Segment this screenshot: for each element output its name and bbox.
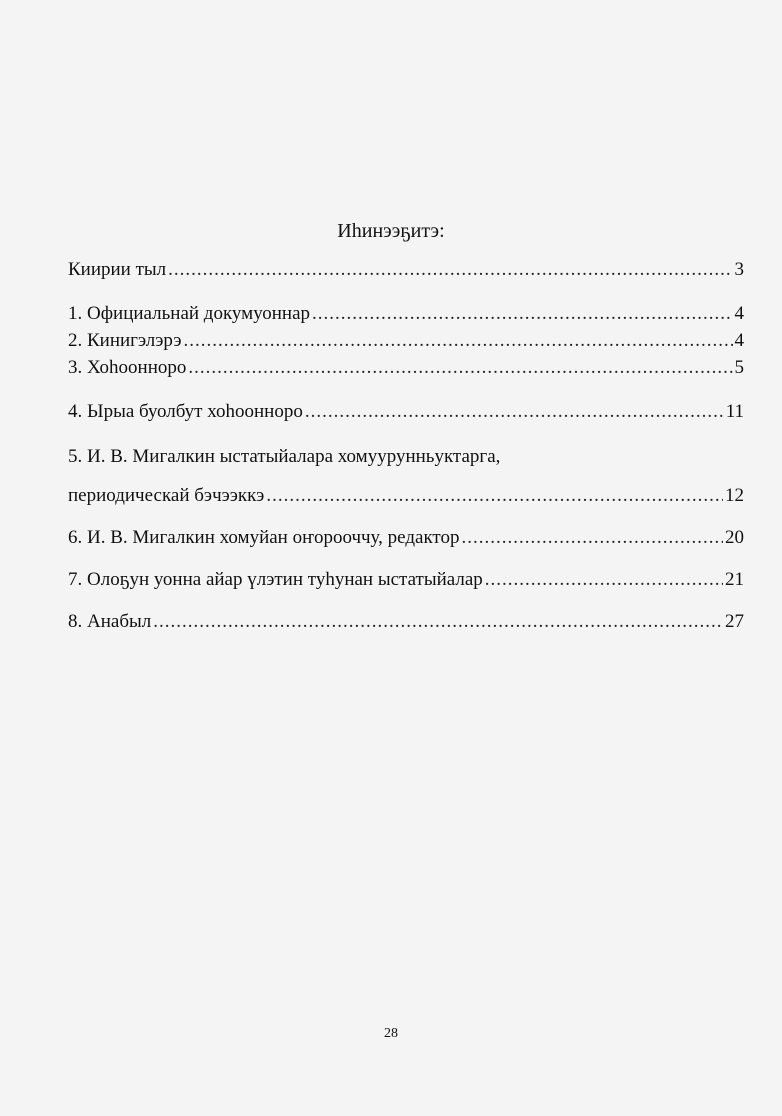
- toc-leader-dots: [153, 611, 723, 633]
- toc-entry: [68, 303, 744, 325]
- toc-entry-page: 3: [734, 259, 744, 280]
- toc-entry-label: 7. Олоҕун уонна айар үлэтин туһунан ыстатыйалар: [68, 569, 483, 590]
- toc-leader-dots: [461, 527, 723, 549]
- toc-entry-page: 12: [725, 485, 744, 506]
- toc-entry: [68, 527, 744, 549]
- toc-leader-dots: [305, 401, 724, 423]
- toc-leader-dots: [188, 357, 732, 379]
- toc-entry-label: 2. Кинигэлэрэ: [68, 330, 182, 351]
- toc-entry: [68, 401, 744, 423]
- toc-entry: [68, 259, 744, 281]
- toc-entry-label-line1: 5. И. В. Мигалкин ыстатыйалара хомуурунньуктарга,: [68, 446, 501, 467]
- toc-entry: [68, 330, 744, 352]
- toc-entry-page: 4: [734, 330, 744, 351]
- toc-entry-page: 20: [725, 527, 744, 548]
- toc-entry-label: Киирии тыл: [68, 259, 167, 280]
- toc-entry: [68, 569, 744, 591]
- toc-entry-label: 3. Хоһоонноро: [68, 357, 187, 378]
- toc-entry-page: 4: [734, 303, 744, 324]
- toc-entry-page: 21: [725, 569, 744, 590]
- toc-entry: [68, 357, 744, 379]
- toc-leader-dots: [485, 569, 723, 591]
- toc-entry-label: 1. Официальнай докумуоннар: [68, 303, 310, 324]
- toc-leader-dots: [168, 259, 732, 281]
- toc-entry-label: 6. И. В. Мигалкин хомуйан оҥорооччу, редактор: [68, 527, 460, 548]
- toc-entry-label: периодическай бэчээккэ: [68, 485, 265, 506]
- toc-entry-label: 4. Ырыа буолбут хоһоонноро: [68, 401, 303, 422]
- toc-leader-dots: [184, 330, 733, 352]
- toc-leader-dots: [312, 303, 733, 325]
- toc-title: Иһинээҕитэ:: [337, 220, 445, 242]
- toc-entry-page: 27: [725, 611, 744, 632]
- page-number: 28: [384, 1026, 398, 1041]
- toc-leader-dots: [266, 485, 723, 507]
- toc-entry-page: 5: [734, 357, 744, 378]
- toc-entry-page: 11: [725, 401, 744, 422]
- toc-entry: [68, 611, 744, 633]
- toc-entry-label: 8. Анабыл: [68, 611, 152, 632]
- reverse-side-bleed-through: [55, 55, 745, 1055]
- toc-entry: [68, 485, 744, 507]
